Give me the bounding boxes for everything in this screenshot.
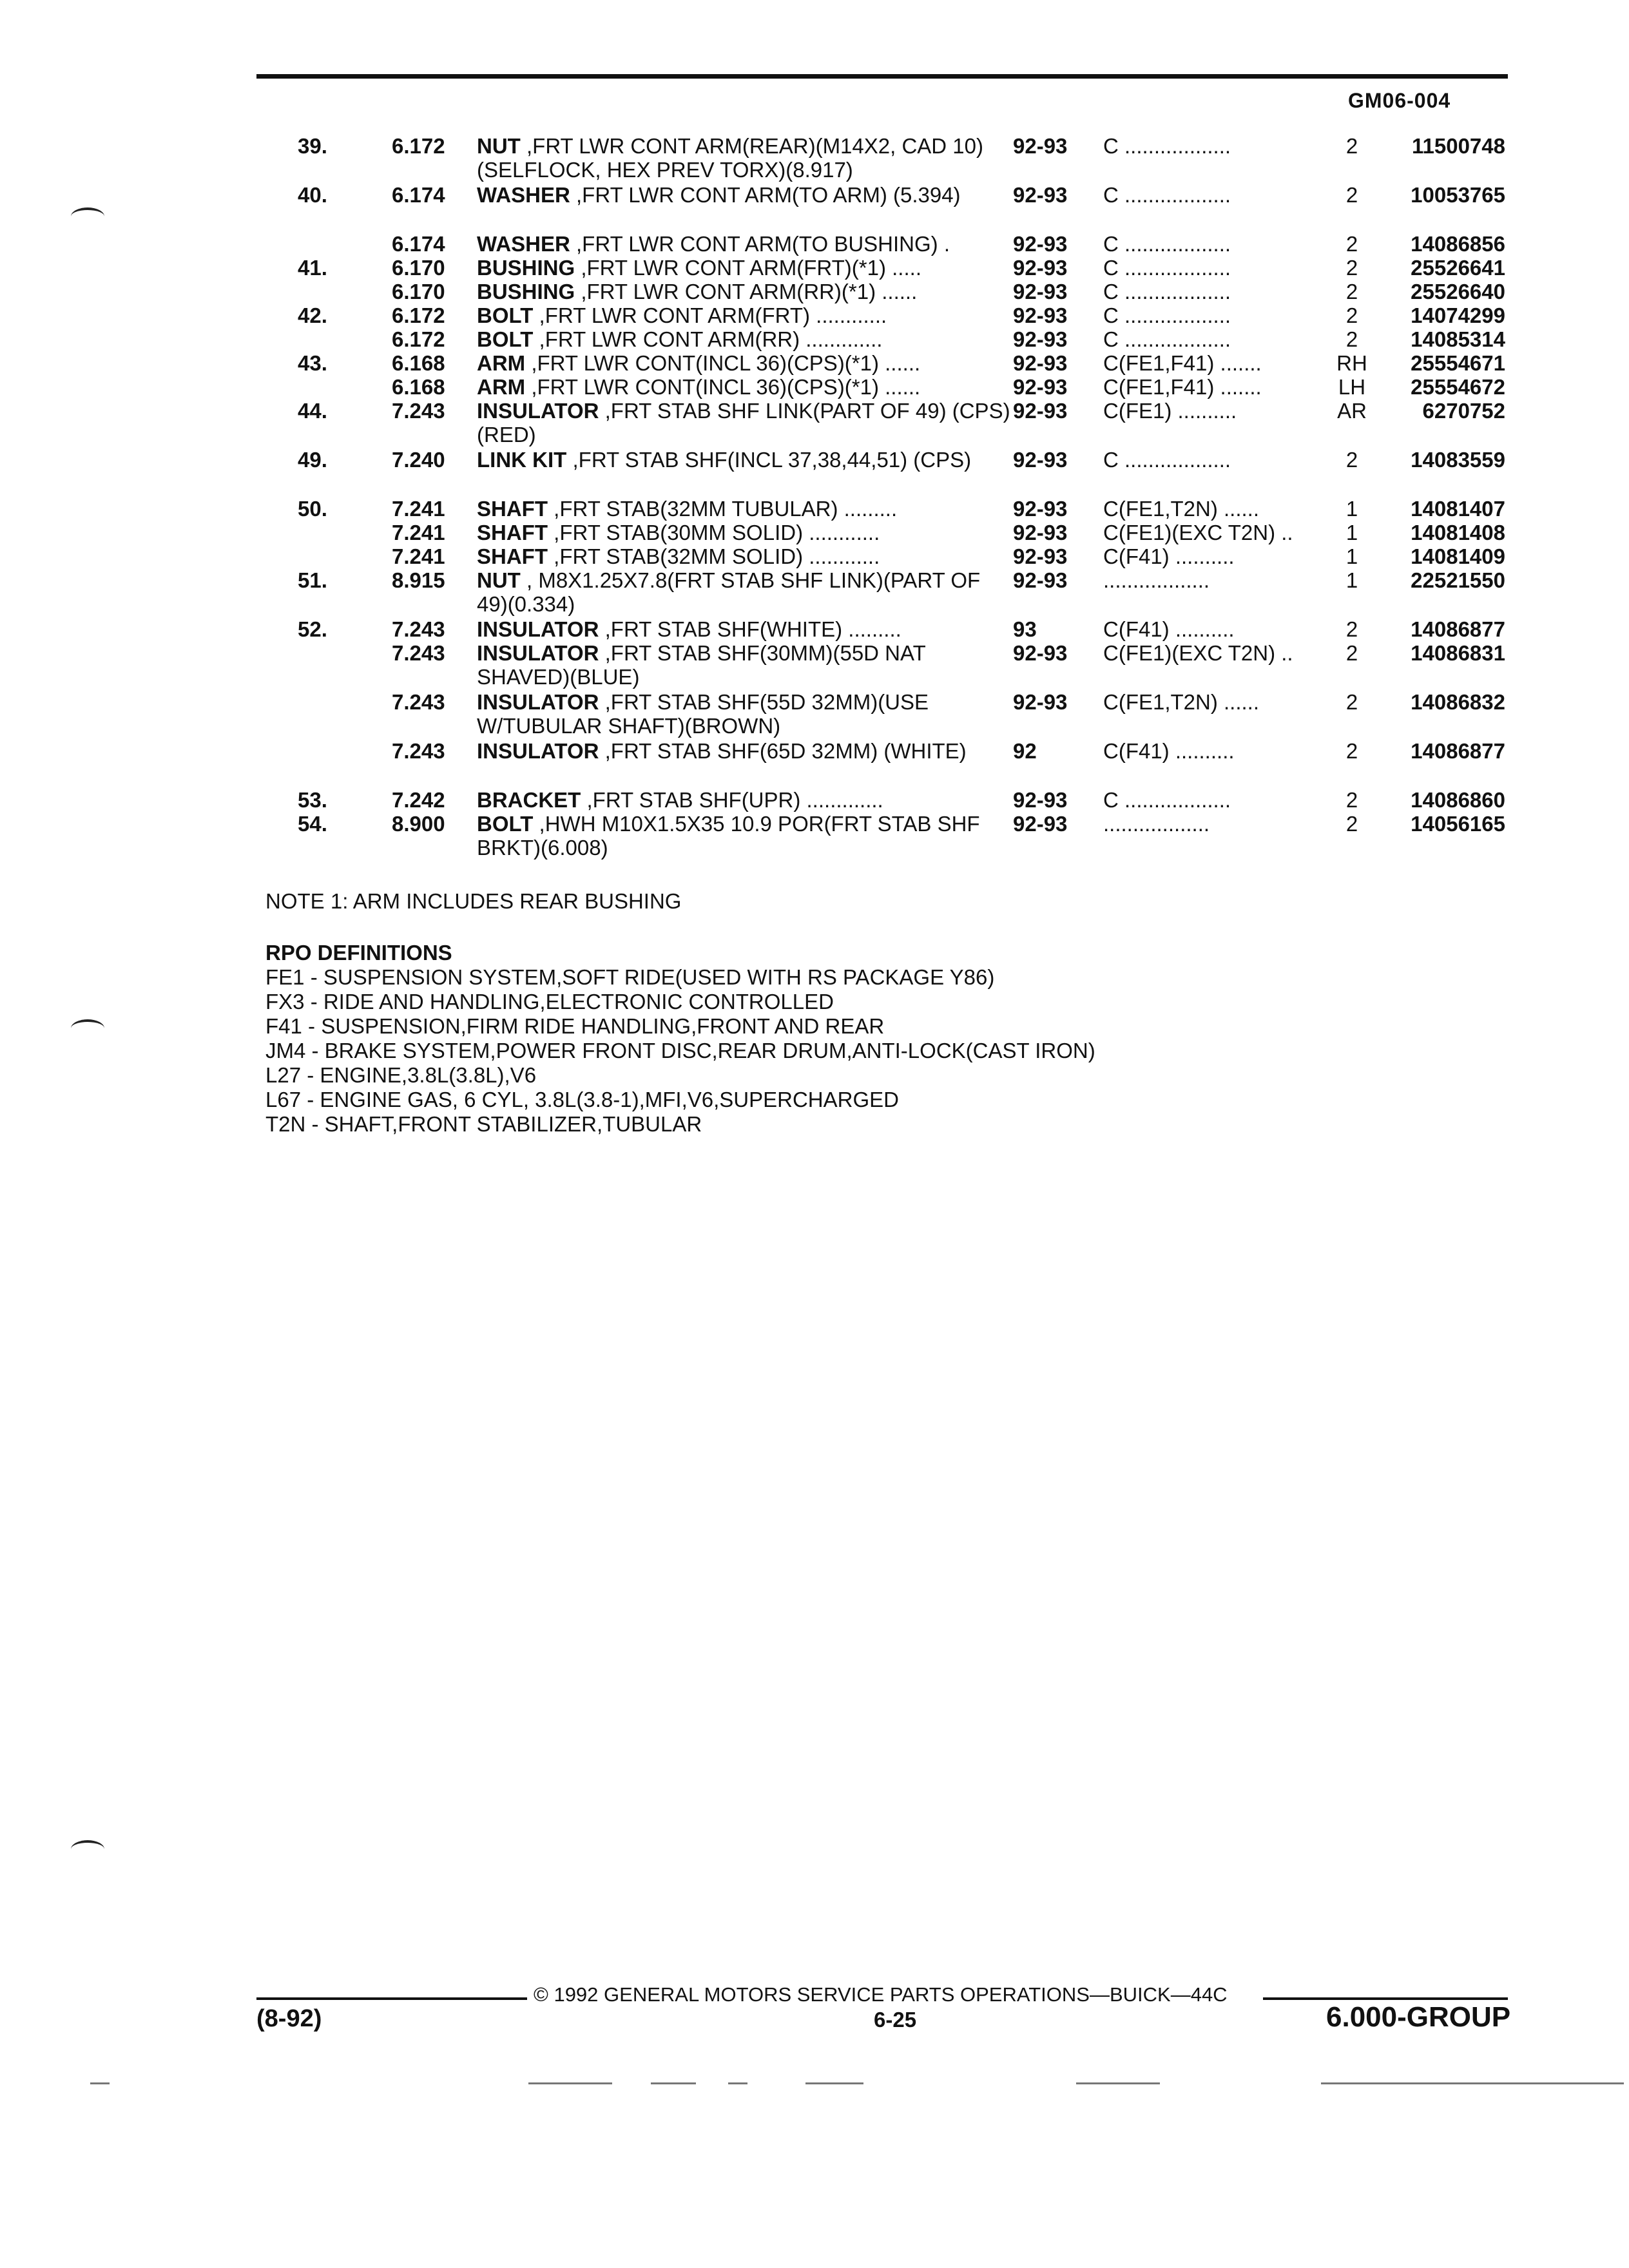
part-description: [477, 812, 1012, 860]
part-name: INSULATOR: [477, 690, 599, 714]
quantity: 2: [1345, 739, 1358, 763]
quantity: 2: [1345, 232, 1358, 256]
model-year: 92-93: [1013, 327, 1068, 351]
parts-row: [0, 544, 1629, 568]
part-number: 6270752: [1422, 399, 1505, 423]
ref-number: 44.: [298, 399, 327, 423]
part-description: [477, 327, 1012, 351]
application: C ..................: [1103, 256, 1231, 280]
copyright-text: © 1992 GENERAL MOTORS SERVICE PARTS OPERATIONS—BUICK—44C: [534, 1983, 1228, 2006]
quantity: RH: [1336, 351, 1367, 375]
part-detail: ,FRT STAB(32MM SOLID) ............: [548, 544, 880, 568]
part-name: INSULATOR: [477, 617, 599, 641]
part-number: 25554671: [1411, 351, 1505, 375]
model-year: 92: [1013, 739, 1037, 763]
quantity: 2: [1345, 303, 1358, 327]
part-number: 14083559: [1411, 448, 1505, 472]
model-year: 92-93: [1013, 544, 1068, 568]
parts-row: [0, 690, 1629, 739]
page-number: 6-25: [874, 2008, 917, 2032]
part-description: [477, 399, 1012, 447]
parts-table: [0, 134, 1629, 861]
rpo-item: FX3 - RIDE AND HANDLING,ELECTRONIC CONTROLLED: [265, 990, 834, 1014]
section-number: 6.172: [392, 134, 445, 158]
quantity: 2: [1345, 134, 1358, 158]
part-number: 14086832: [1411, 690, 1505, 714]
model-year: 92-93: [1013, 351, 1068, 375]
model-year: 92-93: [1013, 256, 1068, 280]
application: C ..................: [1103, 280, 1231, 303]
part-description: [477, 256, 1012, 280]
quantity: 2: [1345, 183, 1358, 207]
ref-number: 42.: [298, 303, 327, 327]
parts-row: [0, 183, 1629, 232]
part-name: NUT: [477, 568, 521, 592]
application: C ..................: [1103, 134, 1231, 158]
rpo-title: RPO DEFINITIONS: [265, 941, 452, 965]
quantity: 1: [1345, 497, 1358, 521]
ref-number: 41.: [298, 256, 327, 280]
part-description: [477, 375, 1012, 399]
part-number: 11500748: [1411, 134, 1505, 158]
part-number: 14086831: [1411, 641, 1505, 665]
ref-number: 39.: [298, 134, 327, 158]
parts-row: [0, 256, 1629, 280]
margin-mark: [71, 1840, 104, 1858]
quantity: 2: [1345, 812, 1358, 836]
quantity: AR: [1337, 399, 1367, 423]
part-detail: ,FRT LWR CONT ARM(RR)(*1) ......: [575, 280, 918, 303]
application: C(F41) ..........: [1103, 617, 1235, 641]
ref-number: 52.: [298, 617, 327, 641]
part-detail: ,HWH M10X1.5X35 10.9 POR(FRT STAB SHF BRKT)(6.008): [477, 812, 980, 860]
part-detail: ,FRT LWR CONT ARM(REAR)(M14X2, CAD 10)(SELFLOCK, HEX PREV TORX)(8.917): [477, 134, 983, 182]
part-name: BOLT: [477, 327, 534, 351]
part-detail: ,FRT LWR CONT ARM(FRT)(*1) .....: [575, 256, 921, 280]
section-number: 6.168: [392, 351, 445, 375]
model-year: 92-93: [1013, 497, 1068, 521]
application: C ..................: [1103, 448, 1231, 472]
part-detail: ,FRT STAB(32MM TUBULAR) .........: [548, 497, 898, 521]
scan-artifact: [528, 2082, 612, 2084]
scan-artifact: [651, 2082, 696, 2084]
part-detail: ,FRT STAB SHF(30MM)(55D NAT SHAVED)(BLUE): [477, 641, 926, 689]
section-number: 7.241: [392, 497, 445, 521]
part-detail: ,FRT STAB SHF(WHITE) .........: [599, 617, 901, 641]
footer-rule-left: [256, 1997, 527, 2000]
part-name: NUT: [477, 134, 521, 158]
part-detail: ,FRT LWR CONT ARM(TO BUSHING) .: [570, 232, 950, 256]
part-number: 14081409: [1411, 544, 1505, 568]
ref-number: 51.: [298, 568, 327, 592]
parts-row: [0, 399, 1629, 448]
part-detail: , M8X1.25X7.8(FRT STAB SHF LINK)(PART OF 49)(0.334): [477, 568, 981, 616]
section-number: 6.168: [392, 375, 445, 399]
parts-row: [0, 641, 1629, 690]
ref-number: 53.: [298, 788, 327, 812]
application: C(F41) ..........: [1103, 544, 1235, 568]
part-number: 25526641: [1411, 256, 1505, 280]
part-name: INSULATOR: [477, 641, 599, 665]
model-year: 92-93: [1013, 134, 1068, 158]
part-number: 22521550: [1411, 568, 1505, 592]
scan-artifact: [1076, 2082, 1160, 2084]
quantity: 2: [1345, 327, 1358, 351]
model-year: 92-93: [1013, 183, 1068, 207]
part-number: 25554672: [1411, 375, 1505, 399]
part-number: 14085314: [1411, 327, 1505, 351]
part-detail: ,FRT STAB SHF(INCL 37,38,44,51) (CPS): [566, 448, 972, 472]
model-year: 92-93: [1013, 280, 1068, 303]
section-number: 6.170: [392, 280, 445, 303]
parts-row: [0, 448, 1629, 497]
ref-number: 49.: [298, 448, 327, 472]
section-number: 6.170: [392, 256, 445, 280]
parts-row: [0, 280, 1629, 303]
part-name: BRACKET: [477, 788, 581, 812]
section-number: 6.172: [392, 303, 445, 327]
part-name: WASHER: [477, 232, 570, 256]
application: C ..................: [1103, 788, 1231, 812]
document-code: GM06-004: [1348, 89, 1451, 112]
quantity: 2: [1345, 280, 1358, 303]
ref-number: 50.: [298, 497, 327, 521]
application: C(FE1,F41) .......: [1103, 351, 1262, 375]
part-description: [477, 641, 1012, 689]
part-name: WASHER: [477, 183, 570, 207]
rpo-definitions: [265, 941, 1095, 1137]
model-year: 92-93: [1013, 690, 1068, 714]
part-detail: ,FRT LWR CONT(INCL 36)(CPS)(*1) ......: [525, 375, 921, 399]
parts-row: [0, 303, 1629, 327]
quantity: 2: [1345, 617, 1358, 641]
part-description: [477, 568, 1012, 616]
part-description: [477, 497, 1012, 521]
part-name: BUSHING: [477, 280, 575, 303]
section-number: 7.240: [392, 448, 445, 472]
footnote: NOTE 1: ARM INCLUDES REAR BUSHING: [265, 889, 682, 913]
scan-artifact: [90, 2082, 110, 2084]
rpo-item: F41 - SUSPENSION,FIRM RIDE HANDLING,FRONT AND REAR: [265, 1014, 885, 1038]
part-detail: ,FRT STAB SHF(UPR) .............: [581, 788, 883, 812]
part-description: [477, 280, 1012, 303]
part-number: 14086877: [1411, 739, 1505, 763]
scan-artifact: [805, 2082, 863, 2084]
part-name: BUSHING: [477, 256, 575, 280]
section-number: 6.174: [392, 232, 445, 256]
application: C ..................: [1103, 183, 1231, 207]
part-detail: ,FRT LWR CONT(INCL 36)(CPS)(*1) ......: [525, 351, 921, 375]
part-detail: ,FRT STAB SHF(65D 32MM) (WHITE): [599, 739, 967, 763]
section-number: 8.915: [392, 568, 445, 592]
ref-number: 54.: [298, 812, 327, 836]
section-number: 7.243: [392, 399, 445, 423]
part-description: [477, 544, 1012, 568]
part-number: 14086877: [1411, 617, 1505, 641]
quantity: 2: [1345, 448, 1358, 472]
rpo-item: L27 - ENGINE,3.8L(3.8L),V6: [265, 1063, 537, 1087]
application: ..................: [1103, 812, 1210, 836]
part-name: INSULATOR: [477, 399, 599, 423]
parts-row: [0, 351, 1629, 375]
ref-number: 43.: [298, 351, 327, 375]
part-name: SHAFT: [477, 521, 548, 544]
section-number: 8.900: [392, 812, 445, 836]
quantity: 2: [1345, 641, 1358, 665]
section-number: 7.243: [392, 690, 445, 714]
parts-row: [0, 232, 1629, 256]
quantity: 1: [1345, 568, 1358, 592]
part-name: ARM: [477, 351, 526, 375]
parts-row: [0, 375, 1629, 399]
quantity: 2: [1345, 690, 1358, 714]
part-name: ARM: [477, 375, 526, 399]
parts-row: [0, 812, 1629, 861]
part-number: 14081408: [1411, 521, 1505, 544]
rpo-item: JM4 - BRAKE SYSTEM,POWER FRONT DISC,REAR DRUM,ANTI-LOCK(CAST IRON): [265, 1039, 1095, 1062]
section-number: 6.172: [392, 327, 445, 351]
model-year: 92-93: [1013, 399, 1068, 423]
parts-row: [0, 134, 1629, 183]
section-number: 6.174: [392, 183, 445, 207]
model-year: 92-93: [1013, 303, 1068, 327]
part-description: [477, 232, 1012, 256]
quantity: LH: [1338, 375, 1366, 399]
part-description: [477, 183, 1012, 207]
parts-row: [0, 617, 1629, 641]
quantity: 1: [1345, 544, 1358, 568]
model-year: 92-93: [1013, 641, 1068, 665]
application: C(FE1) ..........: [1103, 399, 1237, 423]
part-name: LINK KIT: [477, 448, 567, 472]
application: C ..................: [1103, 327, 1231, 351]
footer-rule-right: [1263, 1997, 1508, 2000]
part-description: [477, 739, 1012, 763]
application: C(FE1,T2N) ......: [1103, 690, 1260, 714]
part-description: [477, 617, 1012, 641]
part-description: [477, 690, 1012, 738]
part-detail: ,FRT STAB SHF LINK(PART OF 49) (CPS)(RED): [477, 399, 1010, 447]
part-detail: ,FRT STAB(30MM SOLID) ............: [548, 521, 880, 544]
model-year: 92-93: [1013, 568, 1068, 592]
section-number: 7.241: [392, 521, 445, 544]
part-description: [477, 303, 1012, 327]
parts-row: [0, 521, 1629, 544]
quantity: 2: [1345, 256, 1358, 280]
model-year: 93: [1013, 617, 1037, 641]
part-description: [477, 521, 1012, 544]
scan-artifact: [1321, 2082, 1624, 2084]
parts-row: [0, 568, 1629, 617]
model-year: 92-93: [1013, 375, 1068, 399]
part-number: 14056165: [1411, 812, 1505, 836]
part-number: 10053765: [1411, 183, 1505, 207]
rpo-item: FE1 - SUSPENSION SYSTEM,SOFT RIDE(USED WITH RS PACKAGE Y86): [265, 965, 995, 989]
part-name: SHAFT: [477, 497, 548, 521]
parts-row: [0, 327, 1629, 351]
section-number: 7.241: [392, 544, 445, 568]
part-number: 14086856: [1411, 232, 1505, 256]
part-number: 14086860: [1411, 788, 1505, 812]
model-year: 92-93: [1013, 232, 1068, 256]
parts-row: [0, 788, 1629, 812]
part-description: [477, 788, 1012, 812]
date-code: (8-92): [256, 2005, 322, 2032]
rpo-item: T2N - SHAFT,FRONT STABILIZER,TUBULAR: [265, 1112, 702, 1136]
scan-artifact: [728, 2082, 747, 2084]
part-detail: ,FRT LWR CONT ARM(RR) .............: [533, 327, 883, 351]
application: C(FE1,F41) .......: [1103, 375, 1262, 399]
rpo-item: L67 - ENGINE GAS, 6 CYL, 3.8L(3.8-1),MFI,V6,SUPERCHARGED: [265, 1088, 899, 1111]
part-number: 14074299: [1411, 303, 1505, 327]
quantity: 2: [1345, 788, 1358, 812]
section-number: 7.243: [392, 739, 445, 763]
model-year: 92-93: [1013, 448, 1068, 472]
application: C ..................: [1103, 303, 1231, 327]
application: C(FE1)(EXC T2N) ..: [1103, 641, 1293, 665]
part-detail: ,FRT LWR CONT ARM(FRT) ............: [533, 303, 887, 327]
part-detail: ,FRT LWR CONT ARM(TO ARM) (5.394): [570, 183, 961, 207]
group-label: 6.000-GROUP: [1326, 2001, 1511, 2033]
part-name: SHAFT: [477, 544, 548, 568]
parts-row: [0, 497, 1629, 521]
section-number: 7.243: [392, 617, 445, 641]
application: C(FE1)(EXC T2N) ..: [1103, 521, 1293, 544]
part-description: [477, 351, 1012, 375]
part-name: INSULATOR: [477, 739, 599, 763]
section-number: 7.242: [392, 788, 445, 812]
header-rule: [256, 74, 1508, 79]
part-description: [477, 448, 1012, 472]
part-name: BOLT: [477, 303, 534, 327]
application: C ..................: [1103, 232, 1231, 256]
application: ..................: [1103, 568, 1210, 592]
application: C(FE1,T2N) ......: [1103, 497, 1260, 521]
application: C(F41) ..........: [1103, 739, 1235, 763]
part-name: BOLT: [477, 812, 534, 836]
model-year: 92-93: [1013, 812, 1068, 836]
section-number: 7.243: [392, 641, 445, 665]
model-year: 92-93: [1013, 788, 1068, 812]
part-detail: ,FRT STAB SHF(55D 32MM)(USE W/TUBULAR SHAFT)(BROWN): [477, 690, 929, 738]
quantity: 1: [1345, 521, 1358, 544]
margin-mark: [71, 1019, 104, 1037]
ref-number: 40.: [298, 183, 327, 207]
part-number: 25526640: [1411, 280, 1505, 303]
model-year: 92-93: [1013, 521, 1068, 544]
parts-row: [0, 739, 1629, 788]
part-number: 14081407: [1411, 497, 1505, 521]
part-description: [477, 134, 1012, 182]
